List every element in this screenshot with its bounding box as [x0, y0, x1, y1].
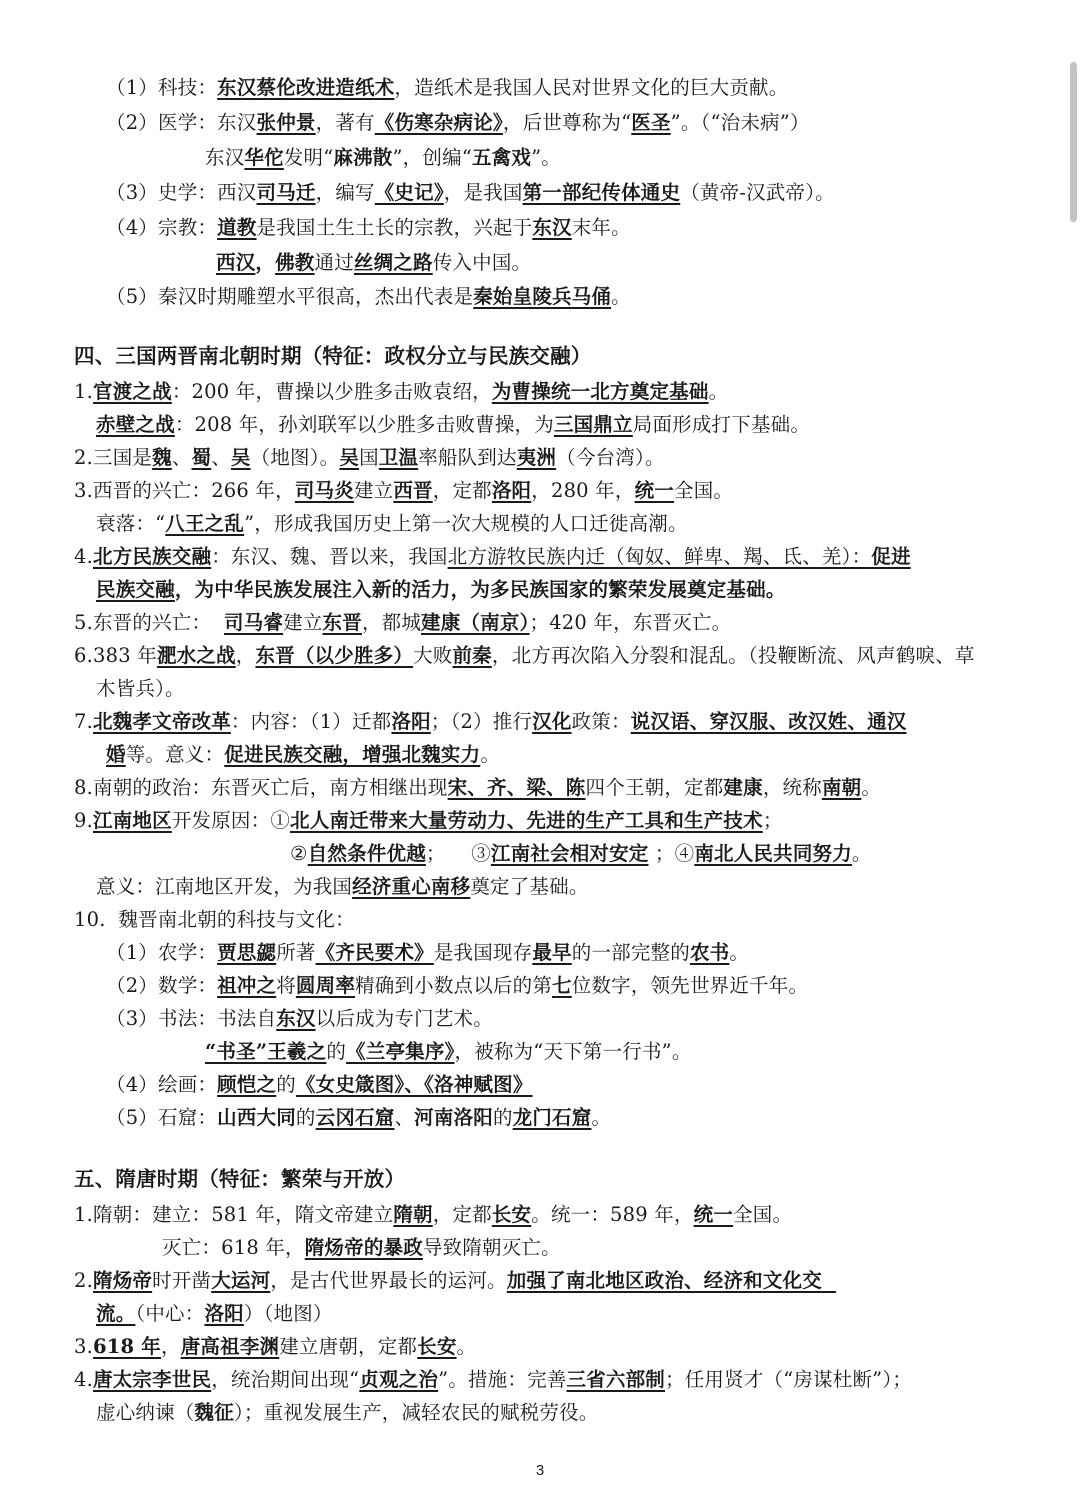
- text-segment: 灭亡：618 年，: [162, 1236, 305, 1259]
- key-term: 《兰亭集序》: [346, 1040, 455, 1063]
- page-number: 3: [535, 1462, 545, 1479]
- scrollbar-thumb[interactable]: [1070, 62, 1077, 222]
- text-line: [74, 375, 728, 408]
- text-line: [106, 211, 631, 244]
- text-segment: ”。: [531, 146, 561, 169]
- key-term: 洛阳: [204, 1302, 244, 1325]
- text-segment: ，: [255, 251, 276, 274]
- text-segment: 。: [851, 842, 872, 865]
- text-line: [74, 441, 665, 474]
- key-term: 东晋: [322, 611, 362, 634]
- key-term: 洛阳: [491, 479, 532, 502]
- text-segment: 导致隋朝灭亡。: [422, 1236, 561, 1259]
- text-segment: 1.隋朝：建立：581 年，隋文帝建立: [74, 1203, 394, 1226]
- text-segment: （2）医学：东汉: [106, 111, 257, 134]
- text-segment: 是我国现存: [433, 941, 533, 964]
- text-line: [106, 1002, 493, 1035]
- text-segment: 时开凿: [152, 1269, 212, 1292]
- text-segment: （5）秦汉时期雕塑水平很高，杰出代表是: [106, 285, 474, 308]
- key-term: 洛阳: [391, 710, 431, 733]
- text-segment: ”，创编“: [392, 146, 472, 169]
- key-term: 张仲景: [256, 111, 316, 134]
- text-segment: ：内容：（1）迁都: [230, 710, 392, 733]
- text-segment: （2）数学：: [106, 974, 218, 997]
- text-line: [74, 771, 881, 804]
- key-term: 北人南迁带来大量劳动力、先进的生产工具和生产技术: [290, 809, 763, 832]
- text-segment: 开发原因：①: [171, 809, 291, 832]
- text-line: [205, 1035, 692, 1068]
- text-segment: 五禽戏: [471, 146, 532, 169]
- text-segment: 。: [480, 743, 501, 766]
- text-segment: ，后世尊称为“: [502, 111, 632, 134]
- key-term: 为曹操统一北方奠定基础: [491, 380, 709, 403]
- text-segment: ；（2）推行: [430, 710, 533, 733]
- key-term: 促进民族交融，增强北魏实力: [224, 743, 481, 766]
- key-term: 宋、齐、梁、陈: [447, 776, 586, 799]
- text-segment: 发明“: [283, 146, 334, 169]
- text-segment: 通过: [314, 251, 354, 274]
- text-line: [96, 1396, 598, 1429]
- text-line: [74, 606, 731, 639]
- key-term: 自然条件优越: [307, 842, 426, 865]
- text-segment: ，北方再次陷入分裂和混乱。（投鞭断流、风声鹤唳、草: [491, 644, 975, 667]
- text-segment: ：208 年，孙刘联军以少胜多击败曹操，为: [174, 413, 554, 436]
- key-term: 丝绸之路: [353, 251, 433, 274]
- text-segment: ，被称为“天下第一行书”。: [454, 1040, 692, 1063]
- key-term: 祖冲之: [217, 974, 277, 997]
- text-segment: ，著有: [315, 111, 375, 134]
- text-segment: 10. 魏晋南北朝的科技与文化：: [74, 908, 355, 931]
- key-term: 隋炀帝: [93, 1269, 153, 1292]
- text-segment: ”，形成我国历史上第一次大规模的人口迁徙高潮。: [244, 512, 688, 535]
- text-segment: ，都城: [361, 611, 422, 634]
- text-line: [290, 837, 872, 870]
- text-segment: 的: [276, 1073, 296, 1096]
- text-segment: （1）农学：: [106, 941, 218, 964]
- section-heading: [74, 1163, 405, 1196]
- text-line: [96, 672, 185, 705]
- text-line: [74, 1264, 836, 1297]
- text-segment: （今台湾）。: [556, 446, 665, 469]
- key-term: 江南社会相对安定: [490, 842, 649, 865]
- text-segment: 7.: [74, 710, 94, 733]
- key-term: 司马迁: [256, 181, 316, 204]
- key-term: 赤壁之战: [96, 413, 175, 436]
- text-segment: 末年。: [571, 216, 631, 239]
- text-segment: ，造纸术是我国人民对世界文化的巨大贡献。: [394, 76, 789, 99]
- key-term: 圆周率: [295, 974, 356, 997]
- text-segment: ，定都: [432, 1203, 492, 1226]
- key-term: 七: [552, 974, 572, 997]
- key-term: 佛教: [275, 251, 315, 274]
- key-term: 江南地区: [93, 809, 172, 832]
- text-segment: 的一部完整的: [571, 941, 690, 964]
- text-segment: 精确到小数点以后的第: [355, 974, 553, 997]
- text-segment: 魏征: [194, 1401, 234, 1424]
- text-segment: 东汉: [205, 146, 245, 169]
- text-segment: 5.东晋的兴亡：: [74, 611, 225, 634]
- text-segment: ：200 年，曹操以少胜多击败袁绍，: [171, 380, 492, 403]
- text-line: [162, 1231, 561, 1264]
- key-term: 东汉: [276, 1007, 316, 1030]
- text-segment: 2.三国是: [74, 446, 153, 469]
- key-term: 蜀: [191, 446, 212, 469]
- text-segment: 传入中国。: [432, 251, 532, 274]
- key-term: “书圣”王羲之: [205, 1040, 327, 1063]
- text-segment: 等。意义：: [125, 743, 225, 766]
- text-segment: ；任用贤才（“房谋杜断”）；: [665, 1368, 912, 1391]
- text-line: [96, 507, 688, 540]
- key-term: 《伤寒杂病论》: [374, 111, 503, 134]
- text-segment: 全国。: [733, 1203, 793, 1226]
- text-segment: 8.南朝的政治：东晋灭亡后，南方相继出现: [74, 776, 448, 799]
- text-segment: 所著: [276, 941, 316, 964]
- text-segment: 虚心纳谏（: [96, 1401, 195, 1424]
- key-term: 官渡之战: [93, 380, 172, 403]
- key-term: 北方游牧民族内迁（匈奴、鲜卑、羯、氐、羌）：: [447, 545, 872, 568]
- text-segment: 的: [492, 1106, 513, 1129]
- text-segment: 。: [611, 285, 631, 308]
- text-segment: 、: [211, 446, 231, 469]
- text-segment: 奠定了基础。: [470, 875, 589, 898]
- text-segment: 四个王朝，定都: [585, 776, 724, 799]
- text-segment: 3.西晋的兴亡：266 年，: [74, 479, 295, 502]
- text-line: [106, 969, 808, 1002]
- key-term: 北魏孝文帝改革: [93, 710, 231, 733]
- key-term: 三省六部制: [566, 1368, 665, 1391]
- text-segment: 山西大同: [217, 1106, 296, 1129]
- text-line: [74, 903, 355, 936]
- text-segment: ”。（“治未病”）: [670, 111, 810, 134]
- text-segment: 4.: [74, 545, 94, 568]
- text-line: [74, 540, 911, 573]
- text-segment: 以后成为专门艺术。: [315, 1007, 493, 1030]
- key-term: 统一: [634, 479, 674, 502]
- text-line: [106, 176, 835, 209]
- key-term: 贞观之治: [359, 1368, 439, 1391]
- text-segment: 1.: [74, 380, 94, 403]
- text-segment: （1）科技：: [106, 76, 218, 99]
- key-term: 夷洲: [516, 446, 557, 469]
- text-line: [74, 705, 906, 738]
- key-term: 唐太宗李世民: [93, 1368, 212, 1391]
- text-segment: 建立唐朝，定都: [279, 1335, 418, 1358]
- text-segment: ；④: [648, 842, 695, 865]
- key-term: 南北人民共同努力: [694, 842, 852, 865]
- text-segment: 麻沸散: [333, 146, 393, 169]
- key-term: 《史记》: [374, 181, 444, 204]
- key-term: 东汉: [532, 216, 572, 239]
- text-segment: 。: [708, 380, 729, 403]
- text-segment: ；420 年，东晋灭亡。: [529, 611, 732, 634]
- key-term: 大运河: [211, 1269, 271, 1292]
- text-line: [74, 1198, 792, 1231]
- key-term: 促进: [871, 545, 911, 568]
- text-segment: 3.: [74, 1335, 94, 1358]
- text-segment: ）；重视发展生产，减轻农民的赋税劳役。: [233, 1401, 599, 1424]
- text-segment: 建立: [353, 479, 394, 502]
- key-term: 经济重心南移: [352, 875, 471, 898]
- text-line: [96, 408, 810, 441]
- key-term: 第一部纪传体通史: [522, 181, 681, 204]
- text-segment: 6.383 年: [74, 644, 157, 667]
- text-segment: 建康: [723, 776, 763, 799]
- key-term: 618 年: [93, 1335, 162, 1358]
- text-segment: ：东汉、魏、晋以来，我国: [211, 545, 448, 568]
- text-segment: 。: [861, 776, 882, 799]
- text-segment: 。: [456, 1335, 477, 1358]
- text-segment: 河南洛阳: [414, 1106, 493, 1129]
- key-term: 东汉蔡伦改进造纸术: [217, 76, 395, 99]
- key-term: 龙门石窟: [512, 1106, 592, 1129]
- text-segment: 位数字，领先世界近千年。: [571, 974, 809, 997]
- key-term: 统一: [693, 1203, 734, 1226]
- text-line: [106, 71, 788, 104]
- key-term: 建康（南京）: [421, 611, 530, 634]
- text-segment: ，280 年，: [531, 479, 635, 502]
- text-segment: 局面形成打下基础。: [632, 413, 811, 436]
- key-term: 淝水之战: [156, 644, 236, 667]
- text-line: [106, 1101, 611, 1134]
- text-line: [106, 738, 500, 771]
- text-segment: 木皆兵）。: [96, 677, 185, 700]
- text-segment: 意义：江南地区开发，为我国: [96, 875, 353, 898]
- text-line: [106, 936, 749, 969]
- key-term: 唐高祖李渊: [180, 1335, 280, 1358]
- text-segment: ； ③: [425, 842, 491, 865]
- key-term: 《女史箴图》、《洛神赋图》: [295, 1073, 533, 1096]
- text-segment: （地图）。: [250, 446, 340, 469]
- key-term: 东晋（以少胜多）: [255, 644, 414, 667]
- key-term: 婚: [106, 743, 126, 766]
- text-segment: ；: [762, 809, 783, 832]
- key-term: 隋朝: [393, 1203, 433, 1226]
- text-segment: 将: [276, 974, 296, 997]
- key-term: 北方民族交融: [93, 545, 212, 568]
- key-term: 民族交融: [96, 578, 175, 601]
- key-term: 顾恺之: [217, 1073, 277, 1096]
- text-line: [106, 280, 631, 313]
- key-term: 贾思勰: [217, 941, 277, 964]
- key-term: 加强了南北地区政治、经济和文化交: [506, 1269, 836, 1292]
- key-term: 三国鼎立: [553, 413, 633, 436]
- text-line: [205, 141, 561, 174]
- text-segment: 、: [394, 1106, 415, 1129]
- text-segment: 率船队到达: [418, 446, 517, 469]
- text-line: [74, 639, 975, 672]
- text-segment: 的: [326, 1040, 347, 1063]
- text-segment: 2.: [74, 1269, 94, 1292]
- text-segment: ，为中华民族发展注入新的活力，为多民族国家的繁荣发展奠定基础。: [174, 578, 786, 601]
- text-segment: 4.: [74, 1368, 94, 1391]
- text-segment: 。统一：589 年，: [531, 1203, 694, 1226]
- text-line: [216, 246, 531, 279]
- text-segment: ，定都: [432, 479, 492, 502]
- text-line: [74, 474, 733, 507]
- key-term: 汉化: [532, 710, 572, 733]
- key-term: 前秦: [452, 644, 492, 667]
- text-segment: 衰落：“: [96, 512, 166, 535]
- key-term: 司马睿: [224, 611, 284, 634]
- text-segment: 、: [171, 446, 192, 469]
- text-segment: 政策：: [571, 710, 631, 733]
- text-segment: （4）绘画：: [106, 1073, 218, 1096]
- text-segment: 大败: [413, 644, 453, 667]
- text-segment: ，是古代世界最长的运河。: [270, 1269, 507, 1292]
- key-term: 西汉: [216, 251, 256, 274]
- section-heading: [74, 340, 592, 373]
- text-segment: ）（地图）: [243, 1302, 333, 1325]
- key-term: 八王之乱: [165, 512, 245, 535]
- text-segment: ，统治期间出现“: [211, 1368, 360, 1391]
- key-term: 南朝: [821, 776, 862, 799]
- text-segment: 是我国土生土长的宗教，兴起于: [256, 216, 533, 239]
- text-line: [74, 804, 783, 837]
- key-term: 长安: [417, 1335, 457, 1358]
- text-segment: 9.: [74, 809, 94, 832]
- key-term: 卫温: [378, 446, 419, 469]
- key-term: 最早: [532, 941, 572, 964]
- key-term: 道教: [217, 216, 257, 239]
- text-line: [106, 106, 810, 139]
- key-term: 长安: [491, 1203, 532, 1226]
- text-segment: ，编写: [315, 181, 375, 204]
- text-segment: （3）书法：书法自: [106, 1007, 277, 1030]
- key-term: 吴: [230, 446, 251, 469]
- text-line: [96, 870, 589, 903]
- key-term: 流。: [96, 1302, 136, 1325]
- text-segment: ”。措施：完善: [438, 1368, 567, 1391]
- key-term: 魏: [152, 446, 172, 469]
- text-segment: ，: [235, 644, 256, 667]
- key-term: 秦始皇陵兵马俑: [473, 285, 612, 308]
- text-segment: ②: [290, 842, 308, 865]
- key-term: 华佗: [244, 146, 284, 169]
- key-term: 吴: [339, 446, 360, 469]
- text-segment: 四、三国两晋南北朝时期（特征：政权分立与民族交融）: [74, 344, 592, 368]
- key-term: 医圣: [631, 111, 671, 134]
- text-line: [74, 1330, 476, 1363]
- text-segment: ，统称: [762, 776, 822, 799]
- scrollbar-track[interactable]: [1066, 0, 1080, 1507]
- text-segment: （3）史学：西汉: [106, 181, 257, 204]
- key-term: 隋炀帝的暴政: [304, 1236, 423, 1259]
- key-term: 《齐民要术》: [315, 941, 434, 964]
- text-segment: 的: [295, 1106, 316, 1129]
- text-segment: （4）宗教：: [106, 216, 218, 239]
- text-segment: 全国。: [674, 479, 734, 502]
- text-segment: ，是我国: [443, 181, 523, 204]
- text-line: [96, 1297, 333, 1330]
- text-segment: 。: [591, 1106, 612, 1129]
- text-segment: （中心：: [135, 1302, 205, 1325]
- text-segment: 。: [729, 941, 750, 964]
- text-line: [74, 1363, 912, 1396]
- text-segment: 国: [359, 446, 379, 469]
- text-segment: ，: [161, 1335, 181, 1358]
- key-term: 西晋: [393, 479, 433, 502]
- text-line: [96, 573, 786, 606]
- text-line: [106, 1068, 533, 1101]
- text-segment: 建立: [283, 611, 323, 634]
- key-term: 云冈石窟: [315, 1106, 395, 1129]
- key-term: 农书: [689, 941, 730, 964]
- text-segment: 五、隋唐时期（特征：繁荣与开放）: [74, 1167, 406, 1191]
- key-term: 司马炎: [294, 479, 354, 502]
- text-segment: （黄帝-汉武帝）。: [680, 181, 835, 204]
- key-term: 说汉语、穿汉服、改汉姓、通汉: [630, 710, 907, 733]
- text-segment: （5）石窟：: [106, 1106, 218, 1129]
